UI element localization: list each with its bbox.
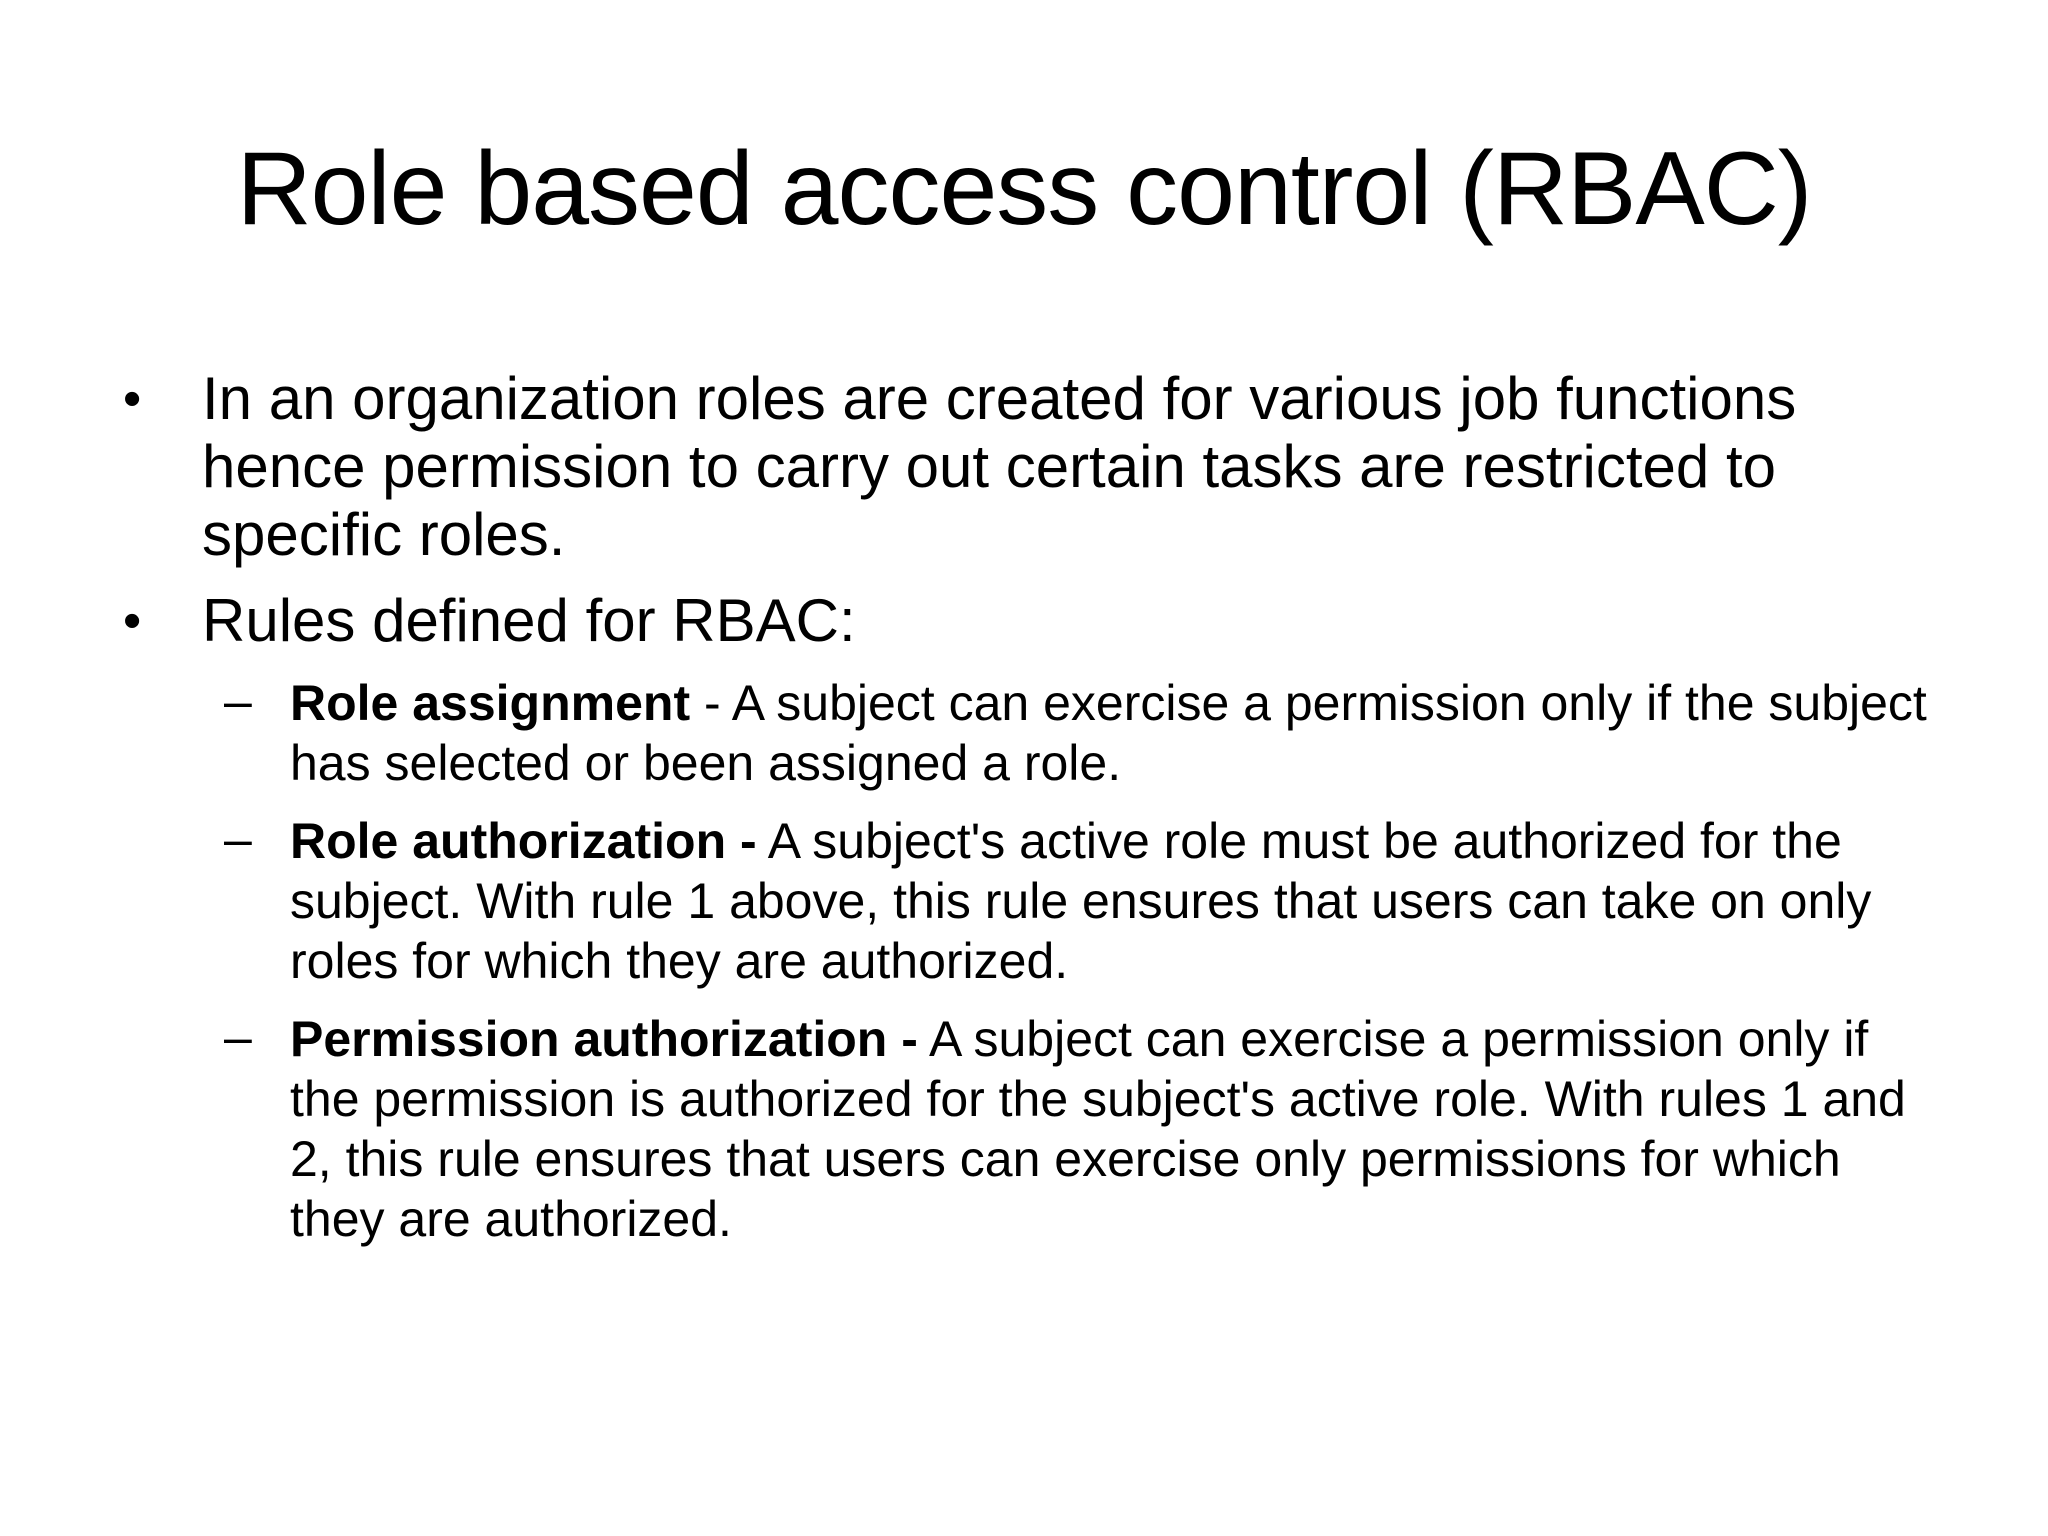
bullet-item [118,365,1938,569]
rule-text: A subject can exercise a permission only if the permission is authorized for the subject's active role. With rules 1 and 2, this rule ensures that users can exercise only permissions for which they are authorized. [290,1011,1906,1247]
rule-text: - A subject can exercise a permission only if the subject has selected or been assigned a role. [290,675,1927,791]
rule-term: Role authorization - [290,813,757,869]
slide-title: Role based access control (RBAC) [236,131,1812,247]
dash-icon: – [224,1009,252,1065]
bullet-icon: • [123,592,142,650]
rule-term: Role assignment [290,675,691,731]
sub-bullet-item [118,811,1938,991]
bullet-text: In an organization roles are created for various job functions hence permission to carry out certain tasks are restricted to specific roles. [202,365,1797,568]
rule-term: Permission authorization - [290,1011,918,1067]
bullet-text: Rules defined for RBAC: [202,587,856,654]
bullet-item [118,587,1938,655]
dash-icon: – [224,811,252,867]
slide-body [118,365,1938,1267]
sub-bullet-item [118,673,1938,793]
dash-icon: – [224,673,252,729]
bullet-icon: • [123,370,142,428]
sub-bullet-list [118,673,1938,1249]
rule-text: A subject's active role must be authorized for the subject. With rule 1 above, this rule ensures that users can take on only roles for which they are authorized. [290,813,1872,989]
sub-bullet-item [118,1009,1938,1249]
